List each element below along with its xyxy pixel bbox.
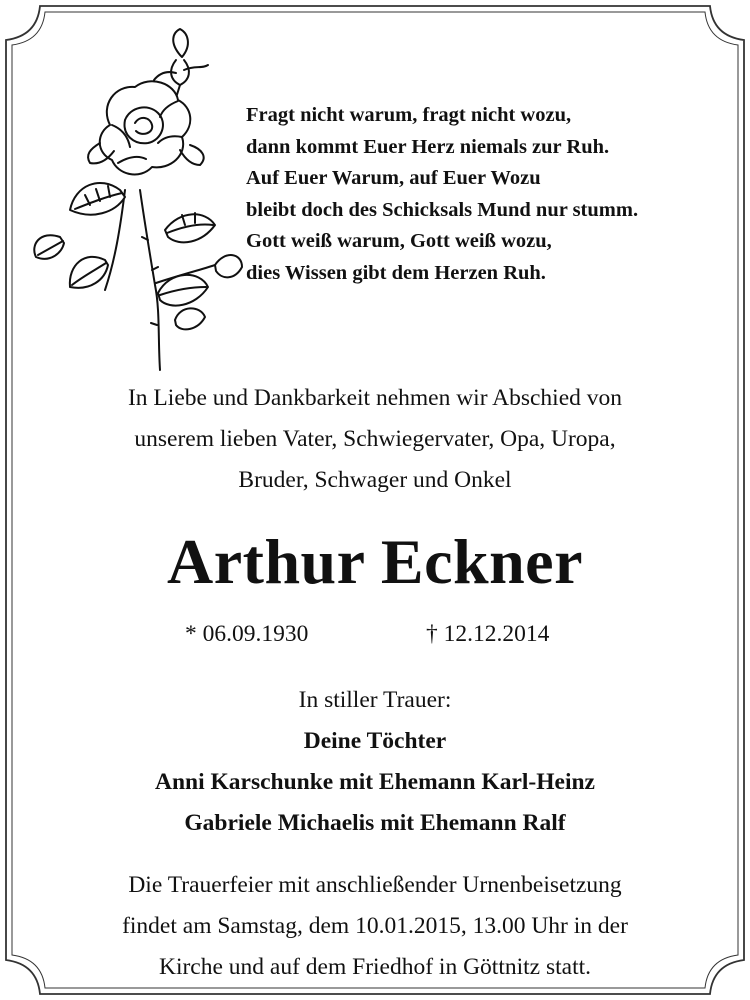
intro-line: unserem lieben Vater, Schwiegervater, Opa, Uropa, — [134, 426, 616, 452]
poem-line: Gott weiß warum, Gott weiß wozu, — [246, 230, 552, 252]
service-line: Die Trauerfeier mit anschließender Urnenbeisetzung — [128, 872, 622, 898]
poem-line: dies Wissen gibt dem Herzen Ruh. — [246, 261, 546, 284]
poem-line: Auf Euer Warum, auf Euer Wozu — [246, 167, 541, 189]
mourner-line: Deine Töchter — [303, 728, 447, 754]
rose-icon — [30, 25, 245, 375]
death-date: † 12.12.2014 — [426, 621, 550, 647]
service-line: Kirche und auf dem Friedhof in Göttnitz statt. — [158, 954, 592, 980]
mourners-heading: In stiller Trauer: — [298, 687, 452, 713]
poem-line: Fragt nicht warum, fragt nicht wozu, — [246, 104, 572, 126]
poem-line: dann kommt Euer Herz niemals zur Ruh. — [246, 135, 610, 158]
intro-line: In Liebe und Dankbarkeit nehmen wir Abschied von — [127, 385, 623, 411]
intro-text — [0, 378, 750, 501]
poem — [246, 100, 638, 289]
service-info — [0, 865, 750, 988]
birth-date: * 06.09.1930 — [185, 621, 309, 647]
mourners-section — [0, 680, 750, 844]
mourner-line: Anni Karschunke mit Ehemann Karl-Heinz — [154, 769, 595, 795]
service-line: findet am Samstag, dem 10.01.2015, 13.00 Uhr in der — [122, 913, 628, 939]
deceased-name: Arthur Eckner — [167, 526, 583, 597]
mourner-line: Gabriele Michaelis mit Ehemann Ralf — [184, 810, 566, 836]
poem-line: bleibt doch des Schicksals Mund nur stumm. — [246, 198, 639, 221]
intro-line: Bruder, Schwager und Onkel — [238, 467, 512, 493]
